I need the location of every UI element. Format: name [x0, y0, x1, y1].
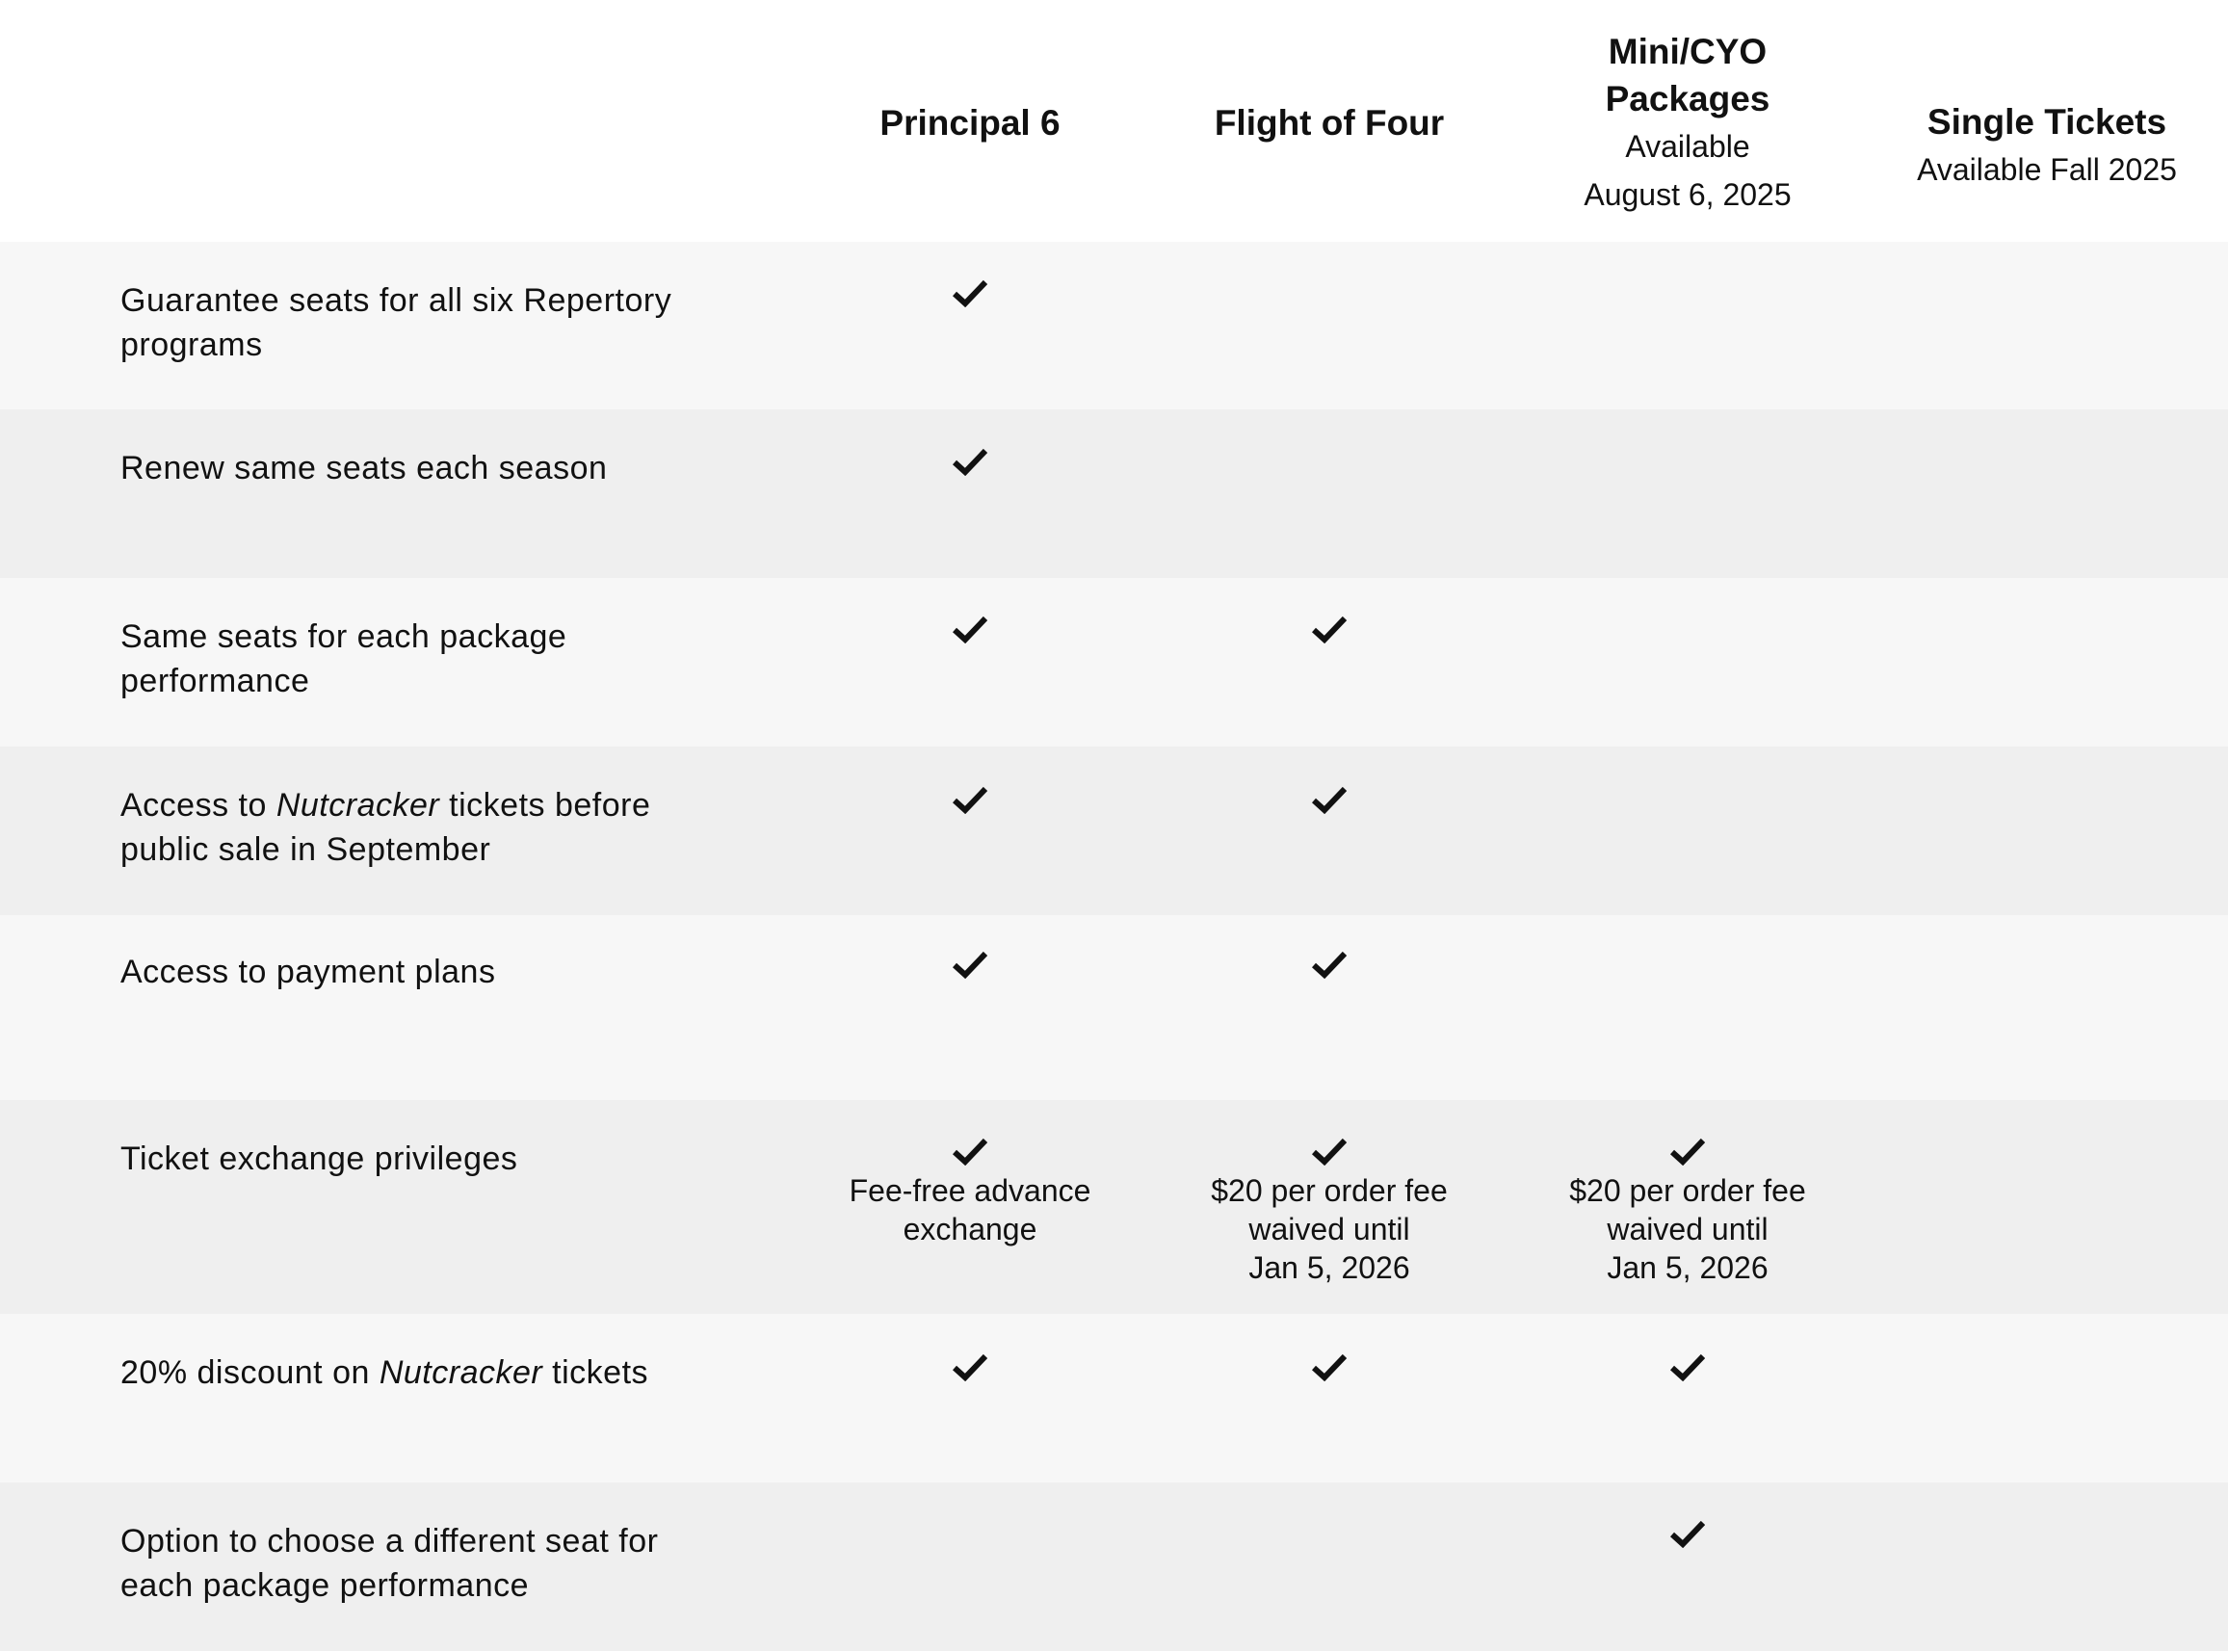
checkmark-icon [1670, 1519, 1705, 1548]
cell-flight-of-four [1150, 615, 1508, 643]
feature-label-text: tickets [542, 1354, 649, 1391]
table-row [0, 1100, 2228, 1314]
cell-note: Jan 5, 2026 [1607, 1250, 1769, 1285]
feature-label [120, 1519, 718, 1608]
cell-note: $20 per order fee [1211, 1173, 1448, 1208]
table-row [0, 409, 2228, 578]
feature-label-text: tickets before public sale in September [120, 787, 651, 868]
column-title-line: Mini/CYO [1608, 32, 1768, 71]
cell-principal-6 [791, 1137, 1149, 1248]
checkmark-icon [953, 1137, 987, 1166]
feature-label-text: 20% discount on [120, 1354, 380, 1391]
table-row [0, 1482, 2228, 1651]
checkmark-icon [1312, 950, 1347, 979]
feature-label-text: Access to payment plans [120, 954, 496, 990]
column-subtitle: Available Fall 2025 [1917, 152, 2177, 187]
feature-label [120, 615, 718, 703]
column-header-mini-cyo-packages [1508, 28, 1867, 219]
column-title: Principal 6 [879, 103, 1061, 143]
column-header-flight-of-four [1150, 99, 1508, 146]
table-row [0, 1314, 2228, 1482]
cell-flight-of-four [1150, 950, 1508, 979]
cell-note: Jan 5, 2026 [1248, 1250, 1410, 1285]
column-header-single-tickets [1868, 98, 2226, 194]
feature-label [120, 446, 718, 490]
checkmark-icon [1312, 785, 1347, 814]
column-title-line: Packages [1605, 79, 1770, 118]
cell-principal-6 [791, 615, 1149, 643]
cell-flight-of-four [1150, 1137, 1508, 1287]
feature-label [120, 1137, 718, 1181]
feature-label-italic: Nutcracker [275, 787, 440, 824]
cell-principal-6 [791, 1352, 1149, 1381]
checkmark-icon [1312, 1352, 1347, 1381]
feature-label-text: Same seats for each package performance [120, 618, 567, 699]
cell-mini-cyo [1508, 1352, 1867, 1381]
cell-flight-of-four [1150, 785, 1508, 814]
checkmark-icon [953, 950, 987, 979]
feature-label [120, 278, 718, 367]
column-title: Flight of Four [1214, 103, 1445, 143]
column-header-principal-6 [791, 99, 1149, 146]
table-row [0, 578, 2228, 747]
checkmark-icon [953, 278, 987, 307]
cell-principal-6 [791, 278, 1149, 307]
feature-label-text: Guarantee seats for all six Repertory programs [120, 282, 672, 363]
cell-note: waived until [1248, 1212, 1410, 1246]
column-title: Single Tickets [1927, 102, 2167, 142]
cell-principal-6 [791, 950, 1149, 979]
feature-label [120, 950, 718, 994]
cell-principal-6 [791, 447, 1149, 476]
table-row [0, 915, 2228, 1100]
column-subtitle: August 6, 2025 [1584, 177, 1792, 212]
cell-note: exchange [903, 1212, 1037, 1246]
cell-flight-of-four [1150, 1352, 1508, 1381]
cell-principal-6 [791, 785, 1149, 814]
checkmark-icon [1312, 1137, 1347, 1166]
checkmark-icon [953, 785, 987, 814]
table-header [0, 0, 2228, 242]
checkmark-icon [1312, 615, 1347, 643]
checkmark-icon [1670, 1352, 1705, 1381]
cell-mini-cyo [1508, 1137, 1867, 1287]
feature-label-text: Option to choose a different seat for each package performance [120, 1523, 659, 1604]
table-row [0, 242, 2228, 409]
feature-label-text: Renew same seats each season [120, 450, 608, 486]
feature-label-text: Access to [120, 787, 276, 824]
checkmark-icon [953, 447, 987, 476]
cell-mini-cyo [1508, 1519, 1867, 1548]
feature-label-text: Ticket exchange privileges [120, 1141, 518, 1177]
cell-note: Fee-free advance [849, 1173, 1091, 1208]
feature-label [120, 783, 718, 872]
checkmark-icon [953, 1352, 987, 1381]
feature-label [120, 1350, 718, 1395]
cell-note: $20 per order fee [1569, 1173, 1806, 1208]
feature-label-italic: Nutcracker [379, 1354, 543, 1391]
checkmark-icon [1670, 1137, 1705, 1166]
column-subtitle: Available [1625, 129, 1750, 164]
cell-note: waived until [1607, 1212, 1769, 1246]
checkmark-icon [953, 615, 987, 643]
table-row [0, 747, 2228, 915]
table-body [0, 242, 2228, 1651]
